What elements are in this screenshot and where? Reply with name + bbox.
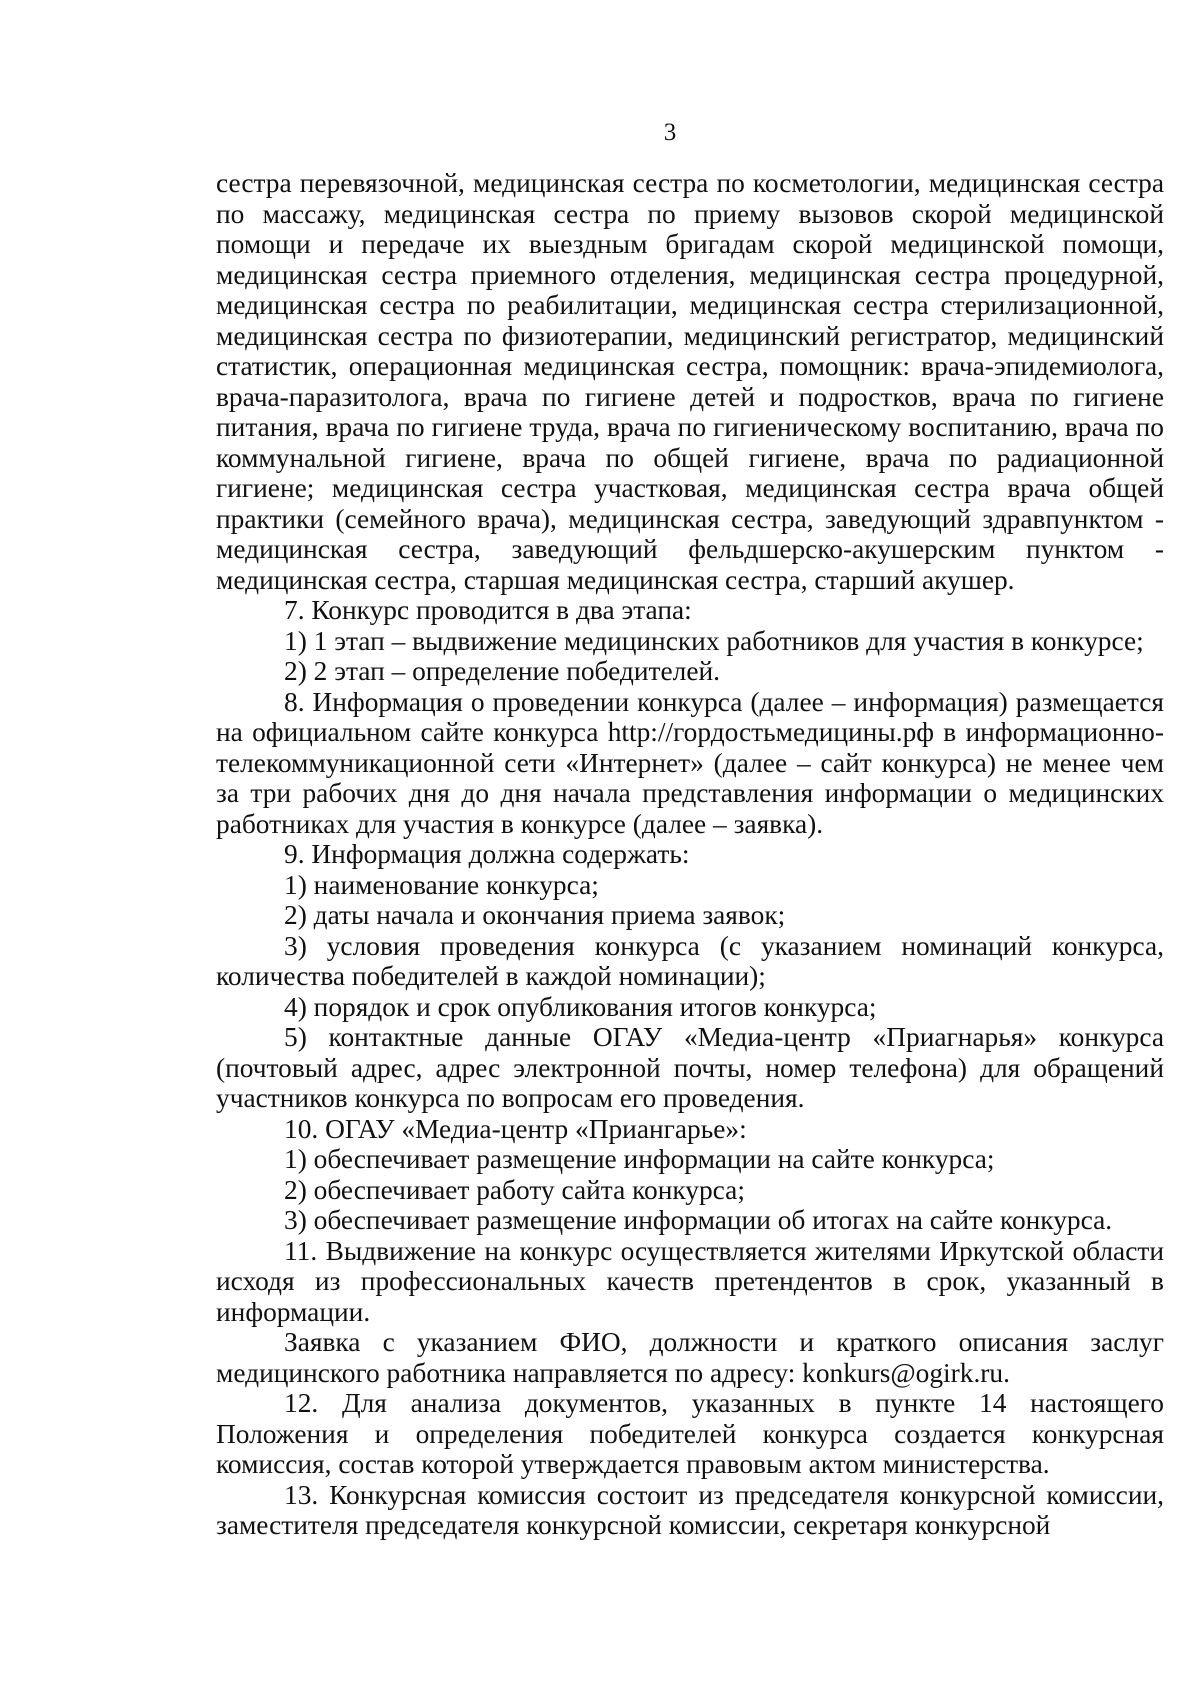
- paragraph-item-9-5: 5) контактные данные ОГАУ «Медиа-центр «Приагнарья» конкурса (почтовый адрес, адрес электронной почты, номер телефона) для обращений участников конкурса по вопросам его проведения.: [216, 1022, 1164, 1113]
- paragraph-item-9-1: 1) наименование конкурса;: [284, 869, 599, 900]
- paragraph-continuation: сестра перевязочной, медицинская сестра по косметологии, медицинская сестра по массажу, медицинская сестра по приему вызовов скорой медицинской помощи и передаче их выездным бригадам скорой медицинской помощи, медицинская сестра приемного отделения, медицинская сестра процедурной, медицинская сестра по реабилитации, медицинская сестра стерилизационной, медицинская сестра по физиотерапии, медицинский регистратор, медицинский статистик, операционная медицинская сестра, помощник: врача-эпидемиолога, врача-паразитолога, врача по гигиене детей и подростков, врача по гигиене питания, врача по гигиене труда, врача по гигиеническому воспитанию, врача по коммунальной гигиене, врача по общей гигиене, врача по радиационной гигиене; медицинская сестра участковая, медицинская сестра врача общей практики (семейного врача), медицинская сестра, заведующий здравпунктом - медицинская сестра, заведующий фельдшерско-акушерским пунктом - медицинская сестра, старшая медицинская сестра, старший акушер.: [216, 168, 1164, 595]
- paragraph-item-10-2: 2) обеспечивает работу сайта конкурса;: [284, 1174, 745, 1205]
- paragraph-item-7-1: 1) 1 этап – выдвижение медицинских работников для участия в конкурсе;: [284, 625, 1144, 656]
- paragraph-item-12: 12. Для анализа документов, указанных в пункте 14 настоящего Положения и определения победителей конкурса создается конкурсная комиссия, состав которой утверждается правовым актом министерства.: [216, 1388, 1164, 1479]
- paragraph-item-11: 11. Выдвижение на конкурс осуществляется жителями Иркутской области исходя из профессиональных качеств претендентов в срок, указанный в информации.: [216, 1235, 1164, 1327]
- paragraph-item-9-3: 3) условия проведения конкурса (с указанием номинаций конкурса, количества победителей в каждой номинации);: [216, 930, 1164, 991]
- paragraph-item-9-2: 2) даты начала и окончания приема заявок;: [284, 900, 786, 930]
- paragraph-item-9: 9. Информация должна содержать:: [284, 839, 690, 869]
- page-number: 3: [663, 119, 677, 146]
- paragraph-item-10: 10. ОГАУ «Медиа-центр «Приангарье»:: [284, 1113, 747, 1144]
- paragraph-item-9-4: 4) порядок и срок опубликования итогов конкурса;: [284, 991, 877, 1022]
- paragraph-item-10-3: 3) обеспечивает размещение информации об итогах на сайте конкурса.: [284, 1205, 1113, 1235]
- paragraph-item-7: 7. Конкурс проводится в два этапа:: [284, 595, 692, 625]
- paragraph-item-8: 8. Информация о проведении конкурса (далее – информация) размещается на официальном сайте конкурса http://гордостьмедицины.рф в информационно-телекоммуникационной сети «Интернет» (далее – сайт конкурса) не менее чем за три рабочих дня до дня начала представления информации о медицинских работниках для участия в конкурсе (далее – заявка).: [216, 686, 1164, 839]
- paragraph-application-note: Заявка с указанием ФИО, должности и краткого описания заслуг медицинского работника направляется по адресу: konkurs@ogirk.ru.: [216, 1327, 1164, 1388]
- paragraph-item-10-1: 1) обеспечивает размещение информации на сайте конкурса;: [284, 1144, 995, 1174]
- paragraph-item-7-2: 2) 2 этап – определение победителей.: [284, 656, 720, 686]
- paragraph-item-13: 13. Конкурсная комиссия состоит из председателя конкурсной комиссии, заместителя председателя конкурсной комиссии, секретаря конкурсной: [216, 1479, 1164, 1540]
- document-body: [216, 168, 1164, 1541]
